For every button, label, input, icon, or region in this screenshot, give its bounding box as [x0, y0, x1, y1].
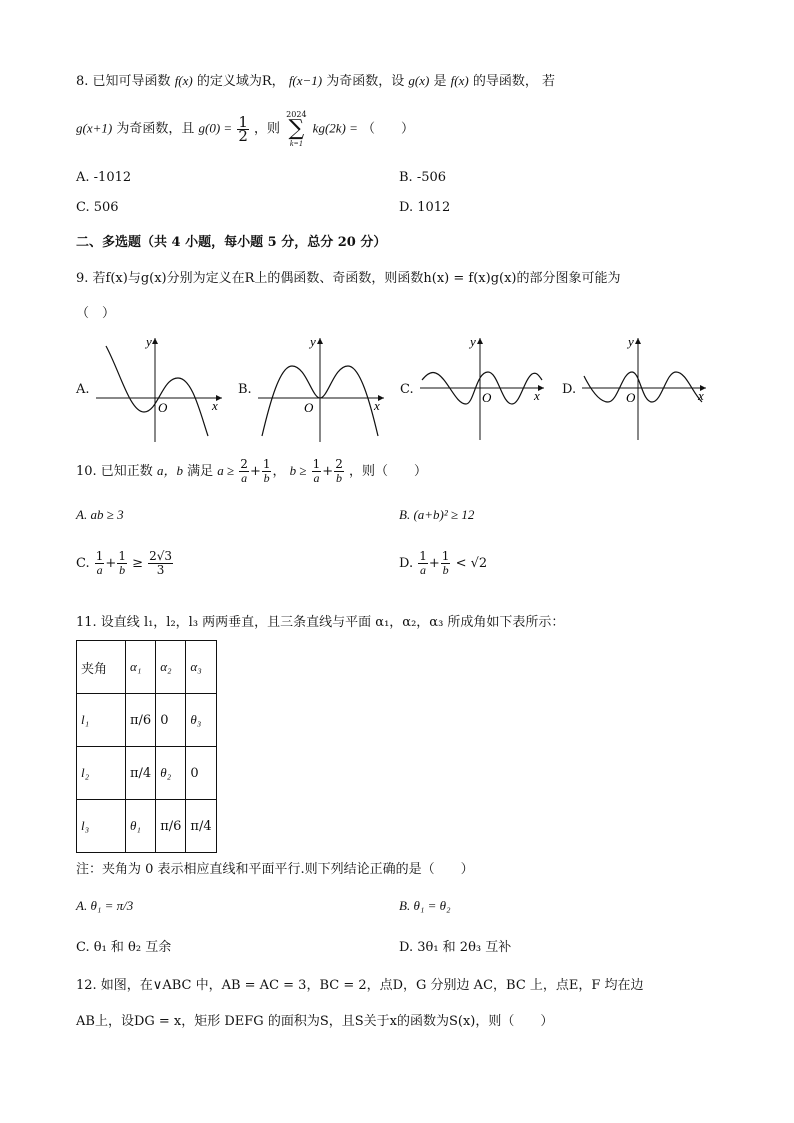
q11-option-c: C. θ₁ 和 θ₂ 互余	[76, 940, 172, 955]
table-row: l₃ θ₁ π/6 π/4	[77, 800, 217, 853]
section-heading: 二、多选题（共 4 小题，每小题 5 分，总分 20 分）	[76, 235, 387, 250]
table-row: l₂ π/4 θ₂ 0	[77, 747, 217, 800]
q9-graph-a-label: A.	[76, 382, 90, 397]
q8-option-b: B. -506	[399, 170, 447, 185]
svg-text:O: O	[158, 400, 168, 415]
q12-line1: 12. 如图，在∨ABC 中，AB = AC = 3，BC = 2，点D，G 分别边 AC，BC 上，点E，F 均在边	[76, 978, 644, 993]
q12-line2: AB上，设DG = x，矩形 DEFG 的面积为S，且S关于x的函数为S(x)，则（ ）	[76, 1014, 554, 1029]
q9-graph-b-label: B.	[238, 382, 252, 397]
q8-option-d: D. 1012	[399, 200, 451, 215]
svg-text:y: y	[310, 334, 316, 349]
curve	[106, 346, 208, 436]
q11-option-a: A. θ₁ = π/3	[76, 898, 134, 913]
q10-option-a: A. ab ≥ 3	[76, 507, 124, 522]
q8-line1: 8. 已知可导函数 f(x) 的定义域为R， f(x−1) 为奇函数，设 g(x) 是 f(x) 的导函数， 若	[76, 73, 555, 89]
q9-graph-c	[416, 332, 556, 447]
q10-text: 10. 已知正数 a，b 满足 a ≥ $\frac{2}{a}$ + $\frac{1}{b}$ ， b ≥ $\frac{1}{a}$ + $\frac{2}{b}$ ，则（ ）	[76, 457, 427, 485]
q8-line2: g(x+1) 为奇函数，且 g(0) = $\frac{1}{2}$ ，则 2024 ∑ k=1 kg(2k) = （ ）	[76, 110, 415, 148]
q11-option-b: B. θ₁ = θ₂	[399, 898, 451, 913]
q8-option-c: C. 506	[76, 200, 119, 215]
q8-option-a: A. -1012	[76, 170, 132, 185]
table-header-row: 夹角 α₁ α₂ α₃	[77, 641, 217, 694]
angle-table	[76, 640, 217, 853]
q9-graph-a	[92, 332, 232, 447]
svg-text:O: O	[304, 400, 314, 415]
q11-option-d: D. 3θ₁ 和 2θ₃ 互补	[399, 940, 512, 955]
q10-option-d: D. $\frac{1}{a}$ + $\frac{1}{b}$ < √2	[399, 549, 488, 577]
svg-text:y: y	[628, 334, 634, 349]
svg-text:O: O	[482, 390, 492, 405]
q9-graph-d	[578, 332, 718, 447]
q10-option-b: B. (a+b)² ≥ 12	[399, 507, 475, 522]
q10-option-c: C. $\frac{1}{a}$ + $\frac{1}{b}$ ≥ $\frac{2√3}{3}$	[76, 549, 173, 577]
q9-graph-b	[254, 332, 394, 447]
svg-text:x: x	[374, 398, 380, 413]
q9-graph-d-label: D.	[562, 382, 577, 397]
q11-note: 注：夹角为 0 表示相应直线和平面平行.则下列结论正确的是（ ）	[76, 862, 474, 877]
svg-text:y: y	[470, 334, 476, 349]
q8-half-fraction: $\frac{1}{2}$	[238, 112, 248, 145]
svg-text:y: y	[146, 334, 152, 349]
y-axis-arrow	[152, 338, 158, 344]
svg-text:x: x	[534, 388, 540, 403]
svg-text:x: x	[212, 398, 218, 413]
table-row: l₁ π/6 0 θ₃	[77, 694, 217, 747]
q11-text: 11. 设直线 l₁，l₂，l₃ 两两垂直，且三条直线与平面 α₁，α₂，α₃ 所成角如下表所示：	[76, 615, 565, 630]
q8-fx: f(x)	[174, 73, 193, 88]
svg-text:O: O	[626, 390, 636, 405]
q9-text: 9. 若f(x)与g(x)分别为定义在R上的偶函数、奇函数，则函数h(x) = f(x)g(x)的部分图象可能为	[76, 271, 621, 286]
q9-paren: （ ）	[76, 306, 116, 321]
q9-graph-c-label: C.	[400, 382, 414, 397]
q8-sum-sign: 2024 ∑ k=1	[286, 110, 307, 148]
svg-text:x: x	[698, 388, 704, 403]
curve	[584, 372, 702, 402]
frac-2-over-a: $\frac{2}{a}$	[240, 457, 248, 485]
